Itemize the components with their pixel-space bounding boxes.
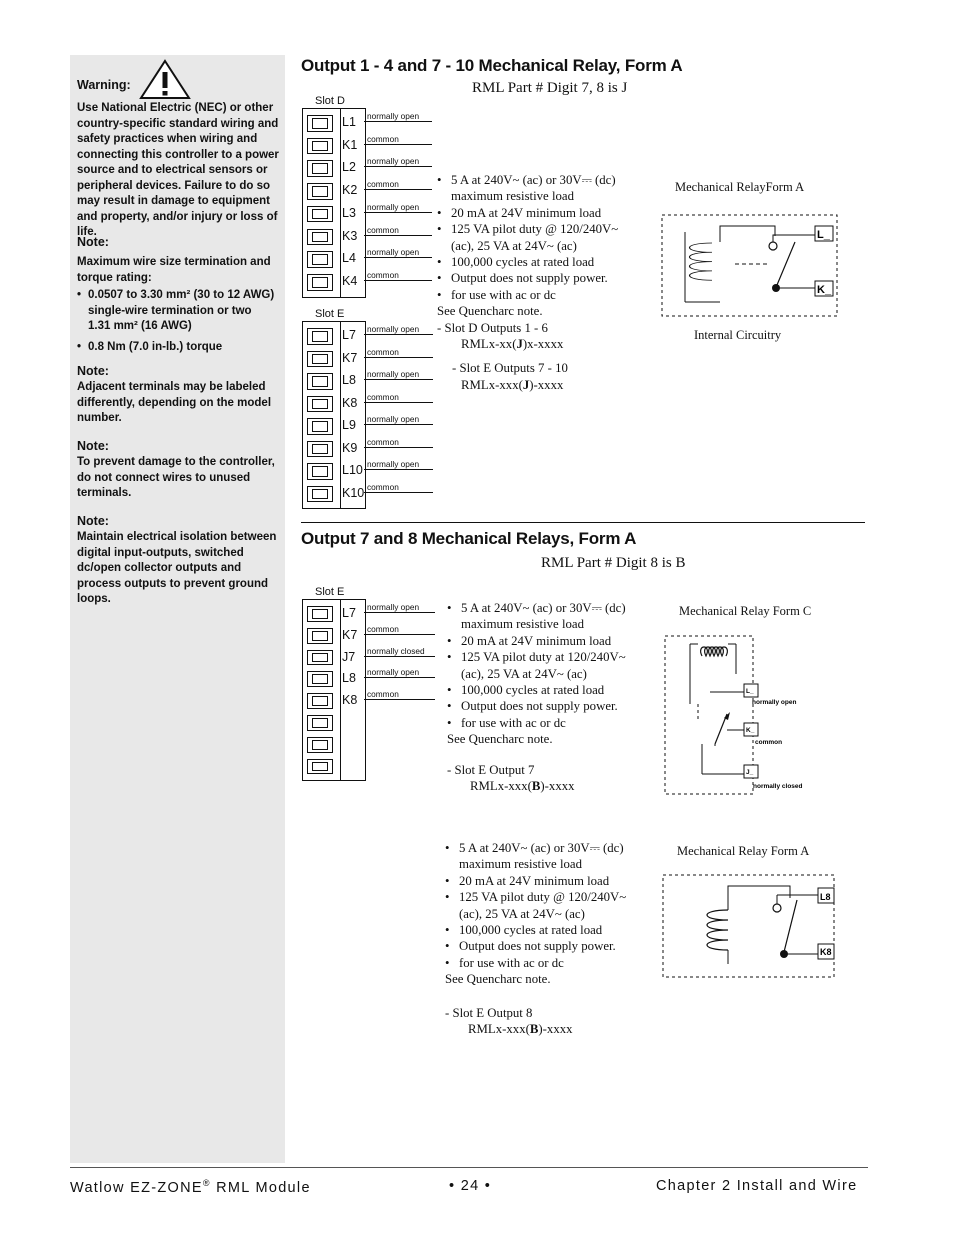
section-title: Output 7 and 8 Mechanical Relays, Form A xyxy=(301,529,637,548)
note-text: Maximum wire size termination and torque rating: xyxy=(77,256,271,284)
spec-item: • Output does not supply power. xyxy=(447,698,626,714)
relay-specs xyxy=(445,840,626,1037)
strip-divider xyxy=(340,600,341,780)
part-number: RMLx-xxx(B)-xxxx xyxy=(470,779,575,794)
spec-item: • 20 mA at 24V minimum load xyxy=(445,873,626,889)
spec-item: • 5 A at 240V~ (ac) or 30V⎓ (dc) maximum resistive load xyxy=(445,840,626,873)
note-text: Maintain electrical isolation between digital input-outputs, switched dc/open collector outputs and process outputs to prevent ground loops. xyxy=(77,531,277,605)
terminal-screw xyxy=(307,373,333,390)
terminal-description: normally closed xyxy=(364,646,435,657)
note-bullet: • 0.0507 to 3.30 mm² (30 to 12 AWG) single-wire termination or two 1.31 mm² (16 AWG) • 0.8 Nm (7.0 in-lb.) torque xyxy=(77,289,275,353)
terminal-label: L3 xyxy=(342,205,356,220)
terminal-screw xyxy=(307,418,333,435)
terminal-label: K1 xyxy=(342,137,358,152)
diagram-caption: Internal Circuitry xyxy=(694,328,782,342)
spec-item: • 125 VA pilot duty @ 120/240V~ (ac), 25 VA at 24V~ (ac) xyxy=(445,889,626,922)
terminal-label: L_ xyxy=(817,229,830,241)
slot-e-output: - Slot E Output 7 xyxy=(447,762,535,777)
terminal-screw xyxy=(307,396,333,413)
relay-specs xyxy=(447,600,626,794)
terminal-screw xyxy=(307,650,333,666)
terminal-description: common xyxy=(364,482,433,493)
section-title: Output 1 - 4 and 7 - 10 Mechanical Relay, Form A xyxy=(301,56,683,75)
terminal-screw xyxy=(307,160,333,177)
terminal-label: K8 xyxy=(342,395,358,410)
footer-chapter: Chapter 2 Install and Wire xyxy=(656,1178,858,1194)
terminal-label: K10 xyxy=(342,485,365,500)
terminal-screw xyxy=(307,759,333,775)
terminal-screw xyxy=(307,606,333,622)
terminal-label: L4 xyxy=(342,251,356,266)
terminal-screw xyxy=(307,138,333,155)
spec-item: • 5 A at 240V~ (ac) or 30V⎓ (dc) maximum resistive load xyxy=(447,600,626,633)
spec-item: • for use with ac or dc xyxy=(445,955,626,971)
strip-divider xyxy=(340,109,341,297)
spec-item: • 20 mA at 24V minimum load xyxy=(447,633,626,649)
terminal-description: common xyxy=(755,739,783,746)
relay-specs xyxy=(437,172,618,393)
relay-form-c-diagram xyxy=(662,634,812,796)
terminal-description: normally closed xyxy=(753,783,803,790)
terminal-strip xyxy=(302,321,366,509)
terminal-label: K7 xyxy=(342,627,358,642)
spec-item: • 5 A at 240V~ (ac) or 30V⎓ (dc) maximum resistive load xyxy=(437,172,618,205)
slot-name: Slot E xyxy=(315,586,345,598)
quencharc-note: See Quencharc note. xyxy=(447,732,553,747)
part-number: RMLx-xx(J)x-xxxx xyxy=(461,337,564,352)
terminal-description: normally open xyxy=(364,111,432,122)
terminal-description: common xyxy=(364,270,432,281)
footer-rule xyxy=(70,1167,868,1168)
terminal-label: K7 xyxy=(342,350,358,365)
terminal-label: J_ xyxy=(746,769,754,776)
terminal-description: common xyxy=(364,392,433,403)
spec-item: • Output does not supply power. xyxy=(437,270,618,286)
terminal-description: common xyxy=(364,689,435,700)
terminal-description: normally open xyxy=(364,414,433,425)
terminal-description: normally open xyxy=(364,156,432,167)
terminal-description: common xyxy=(364,624,435,635)
spec-item: • 100,000 cycles at rated load xyxy=(437,254,618,270)
terminal-description: common xyxy=(364,437,433,448)
terminal-description: normally open xyxy=(364,667,435,678)
spec-item: • 125 VA pilot duty at 120/240V~ (ac), 25 VA at 24V~ (ac) xyxy=(447,649,626,682)
spec-item: • 100,000 cycles at rated load xyxy=(445,922,626,938)
terminal-label: K4 xyxy=(342,273,358,288)
slot-e-output: - Slot E Output 8 xyxy=(445,1005,533,1020)
quencharc-note: See Quencharc note. xyxy=(437,304,543,319)
note-text: To prevent damage to the controller, do not connect wires to unused terminals. xyxy=(77,456,275,499)
spec-item: • Output does not supply power. xyxy=(445,938,626,954)
terminal-label: L8 xyxy=(820,892,831,902)
terminal-label: L7 xyxy=(342,606,356,620)
terminal-label: J7 xyxy=(342,649,356,664)
note-title: Note: xyxy=(77,235,109,249)
terminal-screw xyxy=(307,463,333,480)
note-title: Note: xyxy=(77,514,109,528)
slot-e-terminal-block xyxy=(301,308,436,508)
terminal-screw xyxy=(307,693,333,709)
terminal-screw xyxy=(307,671,333,687)
terminal-screw xyxy=(307,441,333,458)
terminal-screw xyxy=(307,328,333,345)
terminal-label: L2 xyxy=(342,160,356,175)
page-number: • 24 • xyxy=(449,1178,492,1194)
terminal-description: normally open xyxy=(364,324,433,335)
section-subtitle: RML Part # Digit 7, 8 is J xyxy=(472,80,628,96)
terminal-description: common xyxy=(364,347,433,358)
terminal-label: L1 xyxy=(342,115,356,129)
terminal-label: L8 xyxy=(342,373,356,387)
section-subtitle: RML Part # Digit 8 is B xyxy=(541,555,686,571)
terminal-label: K_ xyxy=(746,727,755,734)
terminal-strip xyxy=(302,108,366,298)
terminal-screw xyxy=(307,274,333,291)
terminal-screw xyxy=(307,486,333,503)
warning-title: Warning: xyxy=(77,78,131,92)
terminal-strip xyxy=(302,599,366,781)
spec-item: • for use with ac or dc xyxy=(447,715,626,731)
section-divider xyxy=(301,522,865,523)
note-title: Note: xyxy=(77,364,109,378)
diagram-title: Mechanical Relay Form A xyxy=(677,844,810,858)
terminal-label: L10 xyxy=(342,463,363,477)
terminal-label: K_ xyxy=(817,284,832,296)
slot-d-terminal-block xyxy=(301,95,436,295)
warning-text: Use National Electric (NEC) or other country-specific standard wiring and safety practices when wiring and connecting this controller to a power source and to electrical sensors or peripheral devices. Failure to do so may result in damage to equipment and property, and/or injury or loss of life. xyxy=(77,102,279,238)
diagram-title: Mechanical Relay Form C xyxy=(679,604,812,618)
terminal-label: K8 xyxy=(820,947,832,957)
relay-form-a-diagram xyxy=(660,872,840,982)
terminal-description: common xyxy=(364,179,432,190)
terminal-screw xyxy=(307,183,333,200)
terminal-label: L_ xyxy=(746,688,754,695)
spec-item: • 100,000 cycles at rated load xyxy=(447,682,626,698)
slot-e-outputs: - Slot E Outputs 7 - 10 xyxy=(452,361,568,376)
terminal-description: normally open xyxy=(752,699,797,706)
diagram-title: Mechanical RelayForm A xyxy=(675,180,805,194)
terminal-screw xyxy=(307,351,333,368)
terminal-label: L8 xyxy=(342,671,356,686)
slot-name: Slot E xyxy=(315,308,345,320)
part-number: RMLx-xxx(J)-xxxx xyxy=(461,377,564,392)
terminal-label: L9 xyxy=(342,418,356,432)
terminal-label: K3 xyxy=(342,228,358,243)
spec-item: • 20 mA at 24V minimum load xyxy=(437,205,618,221)
terminal-description: common xyxy=(364,225,432,236)
footer-product: Watlow EZ-ZONE® RML Module xyxy=(70,1178,311,1196)
terminal-screw xyxy=(307,229,333,246)
terminal-screw xyxy=(307,115,333,132)
terminal-screw xyxy=(307,206,333,223)
terminal-description: normally open xyxy=(364,369,433,380)
terminal-description: normally open xyxy=(364,602,435,613)
terminal-screw xyxy=(307,628,333,644)
spec-item: • for use with ac or dc xyxy=(437,287,618,303)
note-text: Adjacent terminals may be labeled differently, depending on the model number. xyxy=(77,381,272,424)
warning-icon xyxy=(139,58,191,100)
strip-divider xyxy=(340,322,341,508)
relay-form-a-diagram xyxy=(660,212,840,318)
slot-e-terminal-block xyxy=(301,586,436,781)
quencharc-note: See Quencharc note. xyxy=(445,972,551,987)
terminal-label: K8 xyxy=(342,693,358,708)
terminal-screw xyxy=(307,251,333,268)
terminal-label: K2 xyxy=(342,183,358,198)
terminal-description: common xyxy=(364,134,432,145)
terminal-label: K9 xyxy=(342,440,358,455)
terminal-screw xyxy=(307,737,333,753)
terminal-description: normally open xyxy=(364,202,432,213)
note-title: Note: xyxy=(77,439,109,453)
terminal-description: normally open xyxy=(364,247,432,258)
spec-item: • 125 VA pilot duty @ 120/240V~ (ac), 25 VA at 24V~ (ac) xyxy=(437,221,618,254)
slot-d-outputs: - Slot D Outputs 1 - 6 xyxy=(437,320,548,335)
terminal-screw xyxy=(307,715,333,731)
terminal-label: L7 xyxy=(342,328,356,342)
part-number: RMLx-xxx(B)-xxxx xyxy=(468,1022,573,1037)
slot-name: Slot D xyxy=(315,95,345,107)
terminal-description: normally open xyxy=(364,459,433,470)
